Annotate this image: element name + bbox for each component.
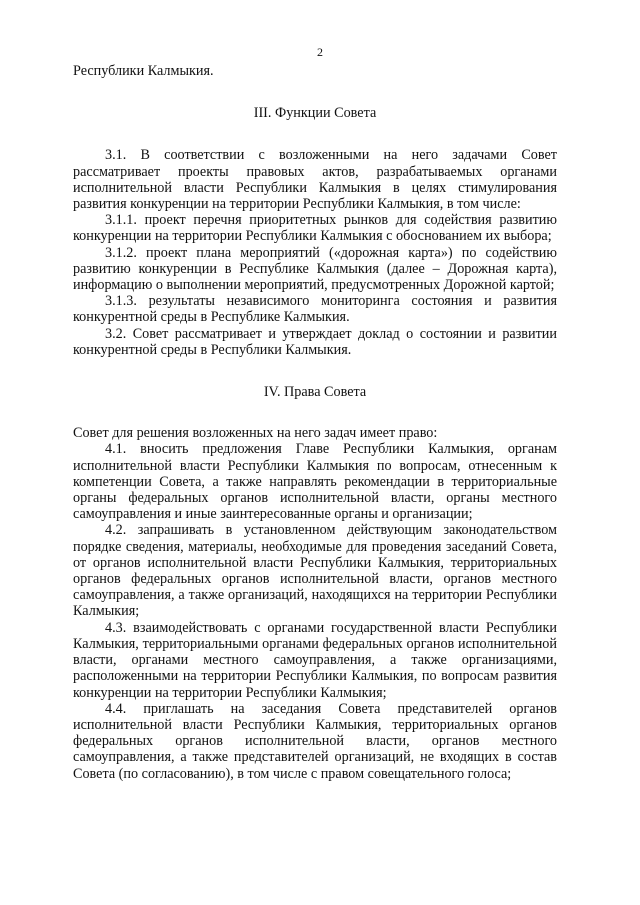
section-4-intro: Совет для решения возложенных на него задач имеет право:: [73, 425, 438, 442]
paragraph-3-1-3: 3.1.3. результаты независимого мониторинга состояния и развития конкурентной среды в Республике Калмыкия.: [73, 293, 557, 326]
paragraph-4-4: 4.4. приглашать на заседания Совета представителей органов исполнительной власти Республики Калмыкия, территориальных органов федеральных органов исполнительной власти, органов местного самоуправления, а также представителей организаций, не входящих в состав Совета (по согласованию), в том числе с правом совещательного голоса;: [73, 700, 557, 782]
paragraph-4-3: 4.3. взаимодействовать с органами государственной власти Республики Калмыкия, территориальными органами федеральных органов исполнительной власти, органами местного самоуправления, а также организациями, расположенными на территории Республики Калмыкия, по вопросам развития конкуренции на территории Республики Калмыкия;: [73, 619, 557, 701]
paragraph-3-2: 3.2. Совет рассматривает и утверждает доклад о состоянии и развитии конкурентной среды в Республики Калмыкия.: [73, 325, 557, 358]
continuation-text: Республики Калмыкия.: [73, 63, 214, 79]
paragraph-4-1: 4.1. вносить предложения Главе Республики Калмыкия, органам исполнительной власти Республики Калмыкия по вопросам, отнесенным к компетенции Совета, а также направлять рекомендации в территориальные органы федеральных органов исполнительной власти, органы местного самоуправления и иные заинтересованные органы и организации;: [73, 441, 557, 523]
section-3-heading: III. Функции Совета: [253, 105, 377, 122]
paragraph-3-1-1: 3.1.1. проект перечня приоритетных рынков для содействия развитию конкуренции на территории Республики Калмыкия с обоснованием их выбора;: [73, 212, 557, 245]
paragraph-4-2: 4.2. запрашивать в установленном действующим законодательством порядке сведения, материалы, необходимые для проведения заседаний Совета, от органов исполнительной власти Республики Калмыкия, территориальных органов федеральных органов исполнительной власти, органов местного самоуправления, а также организаций, находящихся на территории Республики Калмыкия;: [73, 522, 557, 620]
page-number: 2: [317, 45, 323, 59]
section-4-heading: IV. Права Совета: [263, 384, 367, 401]
document-body: [73, 63, 557, 782]
paragraph-3-1-2: 3.1.2. проект плана мероприятий («дорожная карта») по содействию развитию конкуренции в Республике Калмыкия (далее – Дорожная карта), информацию о выполнении мероприятий, предусмотренных Дорожной картой;: [73, 244, 557, 294]
paragraph-3-1: 3.1. В соответствии с возложенными на него задачами Совет рассматривает проекты правовых актов, разрабатываемых органами исполнительной власти Республики Калмыкия в целях стимулирования развития конкуренции на территории Республики Калмыкия, в том числе:: [73, 147, 557, 213]
